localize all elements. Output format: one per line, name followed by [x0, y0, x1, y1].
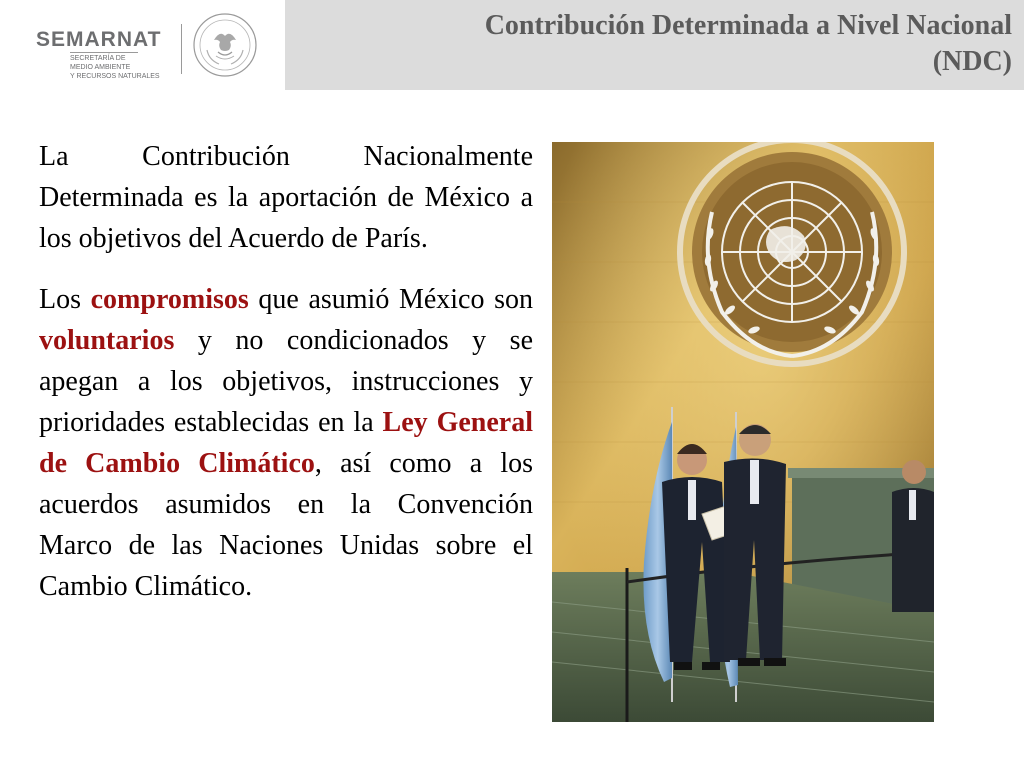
text-run: Los — [39, 284, 91, 315]
logo-wordmark: SEMARNAT — [36, 28, 162, 51]
logo-subtitle-line: MEDIO AMBIENTE — [70, 64, 131, 71]
logo-subtitle — [70, 54, 160, 81]
logo-rule — [70, 52, 138, 53]
slide-title — [312, 8, 1012, 80]
slide-title-line: (NDC) — [932, 46, 1012, 77]
photo-illustration — [552, 142, 934, 722]
emphasis-text: compromisos — [90, 284, 249, 315]
slide-title-line: Contribución Determinada a Nivel Nacional — [484, 10, 1012, 41]
un-assembly-photo — [552, 142, 934, 722]
logo-subtitle-line: Y RECURSOS NATURALES — [70, 73, 160, 80]
paragraph — [39, 279, 533, 607]
semarnat-logo — [0, 0, 285, 90]
logo-divider — [181, 24, 182, 74]
title-bar — [285, 0, 1024, 90]
paragraph: La Contribución Nacionalmente Determinada es la aportación de México a los objetivos del Acuerdo de París. — [39, 141, 533, 254]
emphasis-text: voluntarios — [39, 325, 175, 356]
text-run: y no condicionados y se apegan a los objetivos, instrucciones y prioridades establecidas en la — [39, 325, 533, 438]
coat-of-arms-icon — [192, 12, 258, 78]
emphasis-text: Ley General de Cambio Climático — [39, 407, 533, 479]
text-run: que asumió México son — [248, 284, 533, 315]
logo-subtitle-line: SECRETARÍA DE — [70, 55, 126, 62]
slide-body — [39, 136, 533, 627]
text-run: , así como a los acuerdos asumidos en la Convención Marco de las Naciones Unidas sobre el Cambio Climático. — [39, 448, 534, 602]
